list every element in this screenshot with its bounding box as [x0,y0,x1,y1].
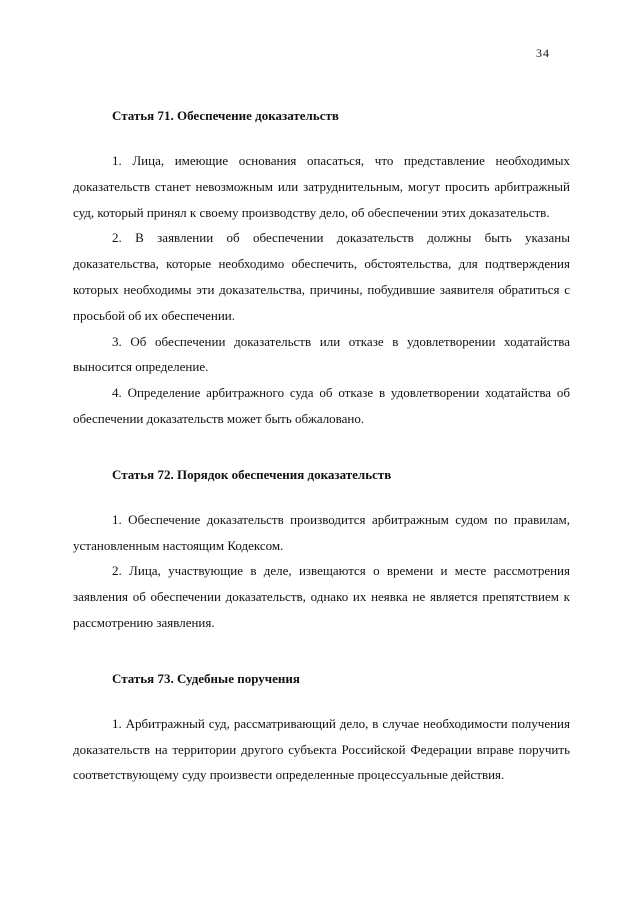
article-72 [73,467,570,636]
article-title: Статья 73. Судебные поручения [112,670,300,686]
paragraph: 2. Лица, участвующие в деле, извещаются о времени и месте рассмотрения заявления об обеспечении доказательств, однако их неявка не является препятствием к рассмотрению заявления. [73,563,570,630]
paragraph: 4. Определение арбитражного суда об отказе в удовлетворении ходатайства об обеспечении доказательств может быть обжаловано. [73,385,570,426]
article-71 [73,108,570,432]
document-body [73,108,570,788]
article-title: Статья 71. Обеспечение доказательств [112,108,339,123]
paragraph: 1. Обеспечение доказательств производится арбитражным судом по правилам, установленным настоящим Кодексом. [73,511,570,553]
paragraph: 1. Арбитражный суд, рассматривающий дело, в случае необходимости получения доказательств на территории другого субъекта Российской Федерации вправе поручить соответствующему суду произвести определенные процессуальные действия. [73,715,570,783]
paragraph: 3. Об обеспечении доказательств или отказе в удовлетворении ходатайства выносится определение. [73,333,570,375]
page-number: 34 [536,46,550,60]
article-title: Статья 72. Порядок обеспечения доказательств [112,466,392,482]
article-73 [73,671,570,788]
paragraph: 2. В заявлении об обеспечении доказательств должны быть указаны доказательства, которые необходимо обеспечить, обстоятельства, для подтверждения которых необходимы эти доказательства, причины, побудившие заявителя обратиться с просьбой об их обеспечении. [73,230,570,323]
paragraph: 1. Лица, имеющие основания опасаться, что представление необходимых доказательств станет невозможным или затруднительным, могут просить арбитражный суд, который принял к своему производству дело, об обеспечении этих доказательств. [73,153,570,220]
